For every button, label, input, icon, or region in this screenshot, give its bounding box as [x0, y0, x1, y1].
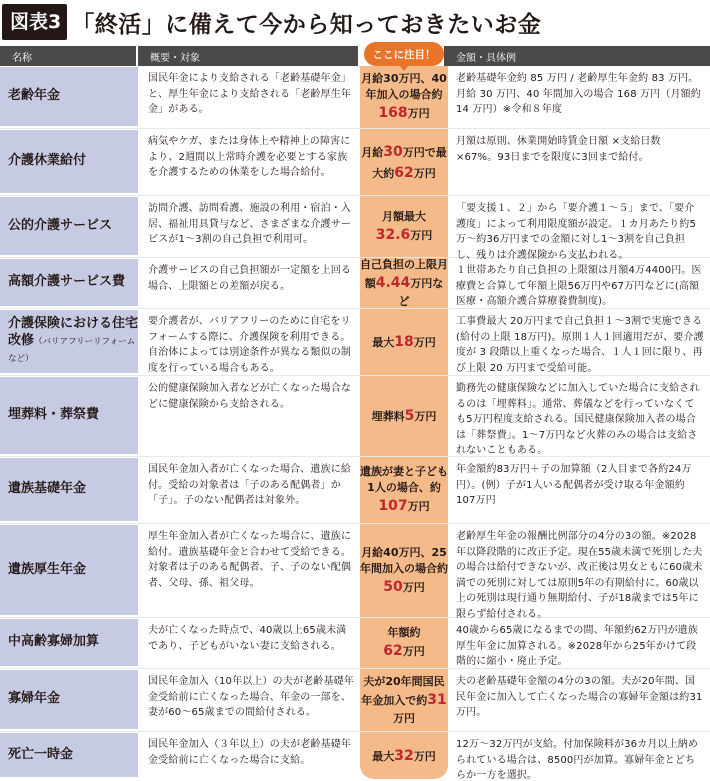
- key-amount: 32.6: [375, 226, 411, 243]
- figure-label: 図表3: [2, 4, 67, 40]
- row-key: 遺族が妻と子ども1人の場合、約107万円: [360, 465, 448, 515]
- row-example: 12万～32万円が支給。付加保険料が36カ月以上納められている場合は、8500円が加算。寡婦年金とどちらか一方を選択。: [456, 739, 699, 781]
- row-example: 工事費最大 20万円まで自己負担１～3割で実施できる(給付の上限 18万円)。原則１人１回適用だが、要介護度が 3 段階以上重くなった場合、１人１回に限り、再び上限 20 万円まで受給可能。: [456, 316, 704, 374]
- key-amount: 4.44: [375, 275, 411, 292]
- table-row: [0, 619, 710, 669]
- table-row: [0, 310, 710, 376]
- row-name: 埋葬料・葬祭費: [0, 377, 138, 456]
- row-name: 寡婦年金: [0, 670, 138, 731]
- table-row: [0, 67, 710, 129]
- row-key: 月額最大 32.6万円: [375, 209, 433, 243]
- row-example: 「要支援１、２」から「要介護１～５」まで、「要介護度」によって利用限度額が設定。１カ月あたり約5万～約36万円までの金額に対し1～3割を自己負担し、残りは介護保険から支払われる。: [456, 203, 696, 261]
- key-amount: 107: [378, 498, 408, 515]
- key-amount: 62: [383, 643, 403, 660]
- table-row: [0, 130, 710, 196]
- page-title: 「終活」に備えて今から知っておきたいお金: [71, 11, 542, 38]
- row-key: 年額約 62万円: [383, 626, 425, 660]
- header-example: 金額・具体例: [444, 46, 710, 66]
- table-row: [0, 458, 710, 524]
- row-name: 老齢年金: [0, 67, 138, 128]
- row-desc: 病気やケガ、または身体上や精神上の障害により、2週間以上常時介護を必要とする家族を介護するための休業をした場合給付。: [148, 136, 351, 178]
- row-name: 公的介護サービス: [0, 197, 138, 257]
- table-row: [0, 197, 710, 261]
- key-amount: 5: [404, 408, 415, 425]
- header-name: 名称: [0, 46, 138, 66]
- row-key: 最大18万円: [372, 334, 436, 351]
- key-amount: 31: [427, 692, 447, 709]
- row-desc: 介護サービスの自己負担額が一定額を上回る場合、上限額との差額が戻る。: [148, 265, 351, 292]
- key-amount: 50: [383, 578, 403, 595]
- key-amount: 62: [394, 164, 414, 181]
- row-desc: 夫が亡くなった時点で、40歳以上65歳未満であり、子どもがいない妻に支給される。: [148, 625, 347, 652]
- row-example: 40歳から65歳になるまでの間、年額約62万円が遺族厚生年金に加算される。※2028年から25年かけて段階的に縮小・廃止予定。: [456, 625, 699, 667]
- row-name-sub: （バリアフリーリフォームなど）: [8, 337, 136, 364]
- row-desc: 国民年金加入者が亡くなった場合、遺族に給付。受給の対象者は「子のある配偶者」か「子」。子のない配偶者は対象外。: [148, 464, 351, 506]
- key-amount: 30: [383, 144, 403, 161]
- table-row: [0, 259, 710, 309]
- header-desc: 概要・対象: [138, 46, 360, 66]
- row-desc: 国民年金加入（３年以上）の夫が老齢基礎年金受給前に亡くなった場合に支給。: [148, 739, 351, 766]
- row-name: 遺族厚生年金: [0, 525, 138, 617]
- row-example: 夫の老齢基礎年金額の4分の3の額。夫が20年間、国民年金に加入して亡くなった場合の寡婦年金額は約31万円。: [456, 676, 703, 718]
- table-row: [0, 733, 710, 779]
- row-example: 老齢厚生年金の報酬比例部分の4分の3の額。※2028年以降段階的に改正予定。現在55歳未満で死別した夫の場合は給付できないが、改正後は男女ともに60歳未満での死別に対しては原則5年の有期給付に。60歳以上の死別は現行通り無期給付、子が18歳までは5年に限らず給付される。: [456, 531, 703, 620]
- row-name: 介護保険における住宅改修（バリアフリーリフォームなど）: [0, 310, 138, 375]
- row-key: 月給30万円、40年加入の場合約168万円: [361, 72, 447, 122]
- key-amount: 168: [378, 105, 408, 122]
- row-desc: 国民年金により支給される「老齢基礎年金」と、厚生年金により支給される「老齢厚生年金」がある。: [148, 73, 351, 115]
- row-example: 月額は原則、休業開始時賃金日額 ×支給日数 ×67%。93日までを限度に3回まで給付。: [456, 136, 661, 163]
- table-row: [0, 377, 710, 457]
- row-example: 勤務先の健康保険などに加入していた場合に支給されるのは「埋葬料」。通常、葬儀などを行っていなくても5万円程度支給される。国民健康保険加入者の場合は「葬祭費」。1～7万円など火葬のみの場合は支給されないこともある。: [456, 383, 700, 456]
- row-name: 中高齢寡婦加算: [0, 619, 138, 668]
- pension-table: [0, 46, 710, 779]
- row-example: １世帯あたり自己負担の上限額は月額4万4400円。医療費と合算して年額上限56万円や67万円などに(高額医療・高額介護合算療養費制度)。: [456, 265, 702, 307]
- title-bar: [0, 0, 710, 44]
- row-name: 死亡一時金: [0, 733, 138, 779]
- row-desc: 公的健康保険加入者などが亡くなった場合などに健康保険から支給される。: [148, 383, 351, 410]
- row-desc: 厚生年金加入者が亡くなった場合に、遺族に給付。遺族基礎年金と合わせて受給できる。対象者は子のある配偶者、子、子のない配偶者、父母、孫、祖父母。: [148, 531, 351, 589]
- row-name: 高額介護サービス費: [0, 259, 138, 308]
- row-desc: 要介護者が、バリアフリーのために自宅をリフォームする際に、介護保険を利用できる。自治体によっては別途条件が異なる類似の制度を行っている場合もある。: [148, 316, 351, 374]
- row-desc: 国民年金加入（10年以上）の夫が老齢基礎年金受給前に亡くなった場合、年金の一部を、妻が60～65歳までの間給付される。: [148, 676, 354, 718]
- row-key: 月給30万円で最大約62万円: [361, 144, 447, 181]
- row-key: 最大32万円: [372, 747, 436, 764]
- table-header: [0, 46, 710, 66]
- key-amount: 18: [394, 334, 414, 351]
- row-desc: 訪問介護、訪問看護、施設の利用・宿泊・入居、福祉用具貸与など、さまざまな介護サービスが1～3割の自己負担で利用可。: [148, 203, 351, 245]
- row-name: 介護休業給付: [0, 130, 138, 195]
- key-amount: 32: [394, 747, 414, 764]
- row-key: 埋葬料5万円: [371, 408, 437, 425]
- row-key: 夫が20年間国民年金加入で約31万円: [361, 675, 447, 725]
- table-row: [0, 670, 710, 732]
- row-key: 月給40万円、25年間加入の場合約50万円: [360, 545, 448, 595]
- attention-badge: ここに注目！: [364, 42, 444, 66]
- row-key: 自己負担の上限月額4.44万円など: [360, 258, 448, 308]
- row-example: 年金額約83万円＋子の加算額（2人目まで各約24万円）。(例）子が1人いる配偶者が受け取る年金額約 107万円: [456, 464, 692, 506]
- table-row: [0, 525, 710, 618]
- row-name: 遺族基礎年金: [0, 458, 138, 523]
- row-example: 老齢基礎年金約 85 万円 / 老齢厚生年金約 83 万円。月給 30 万円、40 年間加入の場合 168 万円（月額約 14 万円）※令和８年度: [456, 73, 701, 115]
